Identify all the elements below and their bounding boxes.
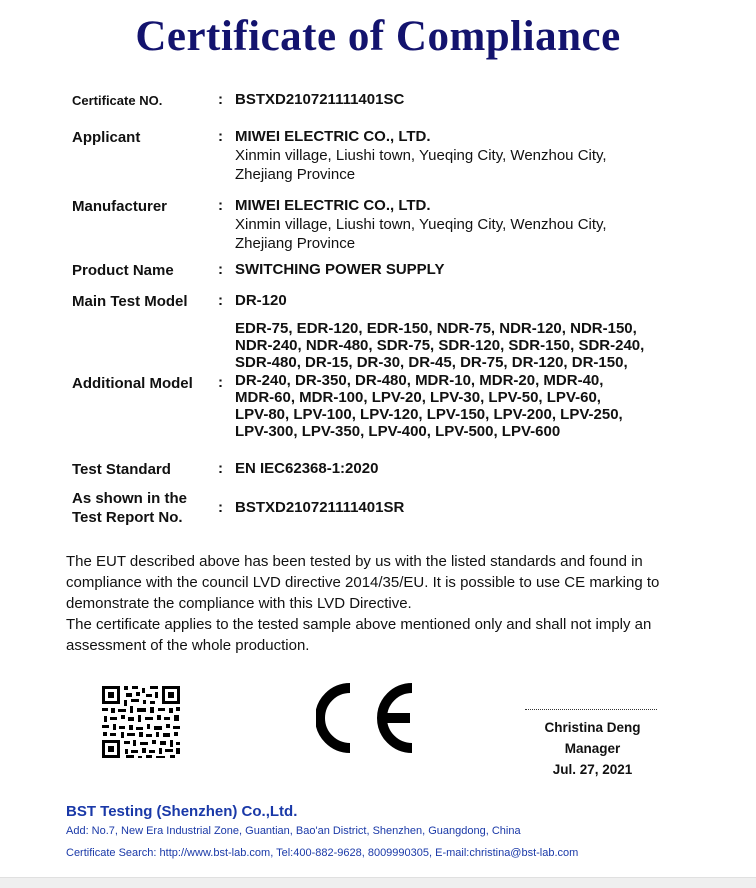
certificate-no-label: Certificate NO. bbox=[72, 93, 163, 108]
additional-model-label: Additional Model bbox=[72, 375, 193, 392]
issuer-address: Add: No.7, New Era Industrial Zone, Guantian, Bao'an District, Shenzhen, Guangdong, China bbox=[66, 825, 521, 837]
test-standard-value: EN IEC62368-1:2020 bbox=[235, 460, 379, 477]
test-report-label-line2: Test Report No. bbox=[72, 509, 183, 526]
applicant-name: MIWEI ELECTRIC CO., LTD. bbox=[235, 128, 431, 145]
model-line: NDR-240, NDR-480, SDR-75, SDR-120, SDR-150, SDR-240, bbox=[235, 337, 645, 355]
manufacturer-label: Manufacturer bbox=[72, 198, 168, 215]
colon: : bbox=[218, 374, 223, 391]
applicant-label: Applicant bbox=[72, 129, 141, 146]
test-report-label-line1: As shown in the bbox=[72, 490, 188, 507]
main-test-model-value: DR-120 bbox=[235, 292, 287, 309]
manufacturer-block bbox=[235, 196, 607, 253]
colon: : bbox=[218, 292, 223, 309]
applicant-block bbox=[235, 127, 607, 184]
applicant-address-line2: Zhejiang Province bbox=[235, 166, 356, 183]
colon: : bbox=[218, 499, 223, 516]
issuer-company-name: BST Testing (Shenzhen) Co.,Ltd. bbox=[66, 803, 298, 820]
product-name-label: Product Name bbox=[72, 262, 174, 279]
manufacturer-address-line2: Zhejiang Province bbox=[235, 235, 356, 252]
model-line: EDR-75, EDR-120, EDR-150, NDR-75, NDR-120, NDR-150, bbox=[235, 320, 637, 337]
compliance-statement bbox=[66, 551, 696, 656]
colon: : bbox=[218, 460, 223, 477]
product-name-value: SWITCHING POWER SUPPLY bbox=[235, 261, 445, 278]
certificate-title: Certificate of Compliance bbox=[135, 13, 621, 60]
page-bottom-edge bbox=[0, 877, 756, 888]
model-line: LPV-80, LPV-100, LPV-120, LPV-150, LPV-200, LPV-250, bbox=[235, 406, 623, 424]
test-standard-label: Test Standard bbox=[72, 461, 171, 478]
signer-name: Christina Deng bbox=[544, 720, 641, 735]
qr-code-icon bbox=[100, 684, 182, 760]
main-test-model-label: Main Test Model bbox=[72, 293, 188, 310]
colon: : bbox=[218, 261, 223, 278]
manufacturer-address-line1: Xinmin village, Liushi town, Yueqing City, Wenzhou City, bbox=[235, 216, 607, 233]
signer-title: Manager bbox=[564, 741, 621, 756]
additional-model-list bbox=[235, 320, 644, 440]
model-line: LPV-300, LPV-350, LPV-400, LPV-500, LPV-600 bbox=[235, 423, 561, 441]
colon: : bbox=[218, 91, 223, 108]
statement-paragraph-1: The EUT described above has been tested by us with the listed standards and found in compliance with the council LVD directive 2014/35/EU. It is possible to use CE marking to demonstrate the compliance with this LVD Directive. bbox=[66, 553, 660, 612]
colon: : bbox=[218, 197, 223, 214]
colon: : bbox=[218, 128, 223, 145]
statement-paragraph-2: The certificate applies to the tested sample above mentioned only and shall not imply an assessment of the whole production. bbox=[66, 616, 652, 654]
model-line: DR-240, DR-350, DR-480, MDR-10, MDR-20, MDR-40, bbox=[235, 371, 604, 389]
ce-mark-icon bbox=[316, 682, 426, 754]
model-line: SDR-480, DR-15, DR-30, DR-45, DR-75, DR-120, DR-150, bbox=[235, 354, 628, 372]
signature-line bbox=[525, 709, 657, 710]
model-line: MDR-60, MDR-100, LPV-20, LPV-30, LPV-50, LPV-60, bbox=[235, 388, 601, 406]
certificate-search-info: Certificate Search: http://www.bst-lab.com, Tel:400-882-9628, 8009990305, E-mail:christina@bst-lab.com bbox=[66, 847, 579, 859]
test-report-value: BSTXD210721111401SR bbox=[235, 499, 405, 516]
test-report-label bbox=[72, 489, 187, 527]
certificate-no-value: BSTXD210721111401SC bbox=[235, 91, 405, 108]
signature-date: Jul. 27, 2021 bbox=[552, 762, 633, 777]
manufacturer-name: MIWEI ELECTRIC CO., LTD. bbox=[235, 197, 431, 214]
applicant-address-line1: Xinmin village, Liushi town, Yueqing City, Wenzhou City, bbox=[235, 147, 607, 164]
